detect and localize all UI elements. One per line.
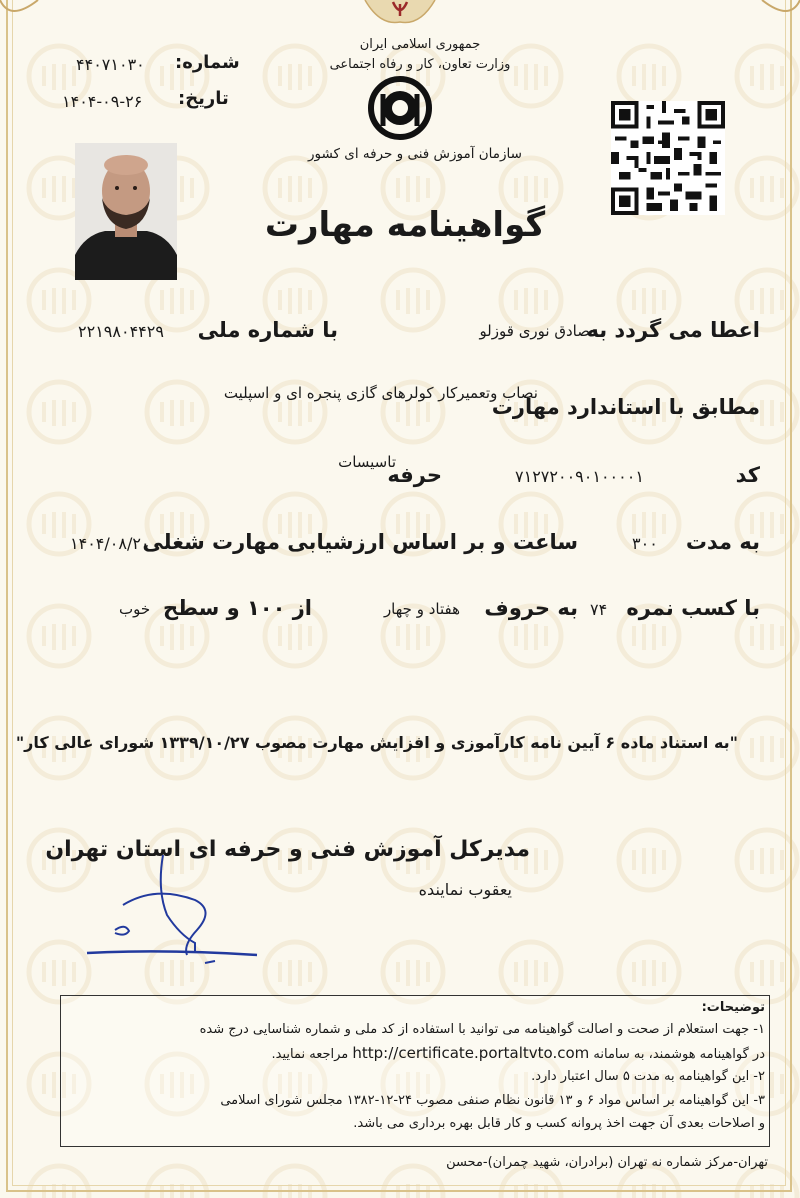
- date-value: ۱۴۰۴-۰۹-۲۶: [62, 92, 143, 111]
- standard-label: مطابق با استاندارد مهارت: [491, 395, 760, 419]
- number-label: شماره:: [175, 52, 240, 73]
- national-id-label: با شماره ملی: [197, 318, 338, 342]
- score-label: با کسب نمره: [626, 596, 760, 620]
- signatory-name: یعقوب نماینده: [418, 880, 512, 899]
- trade-label: حرفه: [387, 463, 442, 487]
- note-1: ۱- جهت استعلام از صحت و اصالت گواهینامه می توانید با استفاده از کد ملی و شماره شناسایی درج شده: [199, 1022, 765, 1037]
- certificate-title: گواهینامه مهارت: [264, 205, 546, 245]
- assessment-date: ۱۴۰۴/۰۸/۲۰: [70, 534, 150, 553]
- qr-code: [611, 101, 725, 215]
- holder-name: صادق نوری قوزلو: [479, 322, 590, 340]
- score-words: هفتاد و چهار: [383, 600, 460, 618]
- signatory-title: مدیرکل آموزش فنی و حرفه ای استان تهران: [45, 837, 530, 862]
- number-value: ۴۴۰۷۱۰۳۰: [76, 55, 145, 74]
- org-tvto: سازمان آموزش فنی و حرفه ای کشور: [308, 146, 522, 162]
- org-country: جمهوری اسلامی ایران: [359, 37, 481, 52]
- level-label: از ۱۰۰ و سطح: [163, 596, 312, 620]
- tvto-logo-icon: [365, 76, 435, 140]
- standard-value: نصاب وتعمیرکار کولرهای گازی پنجره ای و اسپلیت: [223, 384, 538, 402]
- assessment-text: ساعت و بر اساس ارزشیابی مهارت شغلی: [142, 530, 578, 554]
- note-1-prefix: در گواهینامه هوشمند، به سامانه: [593, 1047, 765, 1062]
- note-2: ۲- این گواهینامه به مدت ۵ سال اعتبار دارد.: [531, 1069, 765, 1084]
- emblem-ornament-icon: [360, 0, 440, 26]
- code-label: کد: [735, 463, 760, 487]
- signature-mark: [85, 845, 265, 970]
- code-value: ۷۱۲۷۲۰۰۹۰۱۰۰۰۰۱: [515, 467, 644, 486]
- granted-to-label: اعطا می گردد به: [586, 318, 760, 342]
- level-value: خوب: [119, 600, 151, 618]
- notes-box: [60, 995, 770, 1147]
- issuing-center: تهران-مرکز شماره نه تهران (برادران، شهید چمران)-محسن: [446, 1155, 768, 1170]
- corner-ornament-icon: [760, 0, 800, 26]
- holder-photo: [75, 143, 177, 280]
- note-1-suffix: مراجعه نمایید.: [271, 1047, 349, 1062]
- trade-value: تاسیسات: [338, 453, 396, 471]
- legal-statement: "به استناد ماده ۶ آیین نامه کارآموزی و افزایش مهارت مصوب ۱۳۳۹/۱۰/۲۷ شورای عالی کار": [15, 733, 738, 752]
- duration-label: به مدت: [685, 530, 760, 554]
- note-3: ۳- این گواهینامه بر اساس مواد ۶ و ۱۳ قانون نظام صنفی مصوب ۲۴-۱۲-۱۳۸۲ مجلس شورای اسلامی: [220, 1093, 765, 1108]
- date-label: تاریخ:: [178, 88, 229, 109]
- org-ministry: وزارت تعاون، کار و رفاه اجتماعی: [329, 57, 511, 72]
- national-id: ۲۲۱۹۸۰۴۴۲۹: [78, 322, 164, 341]
- note-1-continued: [272, 1044, 766, 1062]
- notes-heading: توضیحات:: [701, 1000, 765, 1015]
- score-words-label: به حروف: [484, 596, 578, 620]
- score-value: ۷۴: [590, 600, 608, 619]
- note-3-continued: و اصلاحات بعدی آن جهت اخذ پروانه کسب و کار قابل بهره برداری می باشد.: [353, 1116, 765, 1131]
- corner-ornament-icon: [0, 0, 40, 26]
- certificate-portal-link[interactable]: http://certificate.portaltvto.com: [352, 1044, 590, 1062]
- duration-hours: ۳۰۰: [632, 534, 658, 553]
